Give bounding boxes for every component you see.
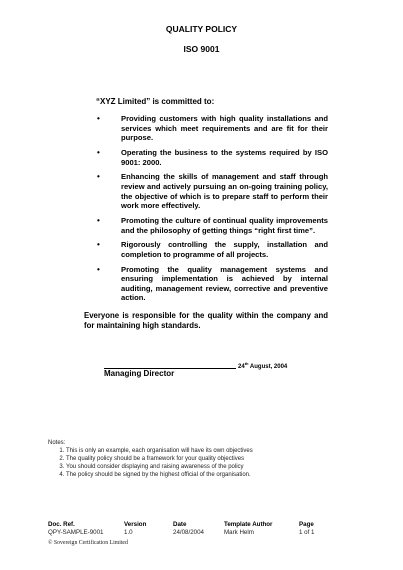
bullet-icon: •: [97, 114, 100, 123]
closing-statement: Everyone is responsible for the quality within the company and for maintaining high standards.: [84, 311, 328, 331]
bullet-icon: •: [97, 264, 100, 274]
commitment-text: Operating the business to the systems required by ISO 9001: 2000.: [121, 147, 328, 167]
author-label: Template Author: [224, 521, 273, 528]
list-item: [96, 114, 328, 143]
list-item: [96, 148, 328, 167]
date-label: Date: [173, 521, 187, 528]
list-item: [96, 172, 328, 210]
copyright-notice: © Sovereign Certification Limited: [48, 540, 128, 546]
footer-page: [299, 521, 314, 536]
document-title: QUALITY POLICY: [165, 24, 238, 34]
list-item: [96, 240, 328, 259]
list-item: 3. You should consider displaying and raising awareness of the policy: [66, 464, 253, 472]
bullet-icon: •: [97, 240, 100, 250]
commitment-text: Promoting the culture of continual quality improvements and the philosophy of getting things “right first time”.: [121, 215, 328, 235]
footer-author: [224, 521, 272, 536]
date-day: 24: [238, 364, 245, 370]
notes-label: Notes:: [48, 440, 66, 446]
date-suffix: th: [244, 361, 249, 366]
version-label: Version: [124, 521, 147, 528]
list-item: 2. The quality policy should be a framework for your quality objectives: [66, 456, 253, 464]
commitment-text: Rigorously controlling the supply, installation and completion to programme of all projects.: [121, 240, 328, 259]
notes-section: [48, 440, 253, 480]
doc-ref-value: QPY-SAMPLE-9001: [48, 529, 104, 536]
date-value: 24/08/2004: [173, 529, 204, 536]
list-item: 1. This is only an example, each organisation will have its own objectives: [66, 448, 253, 456]
list-item: [96, 265, 328, 303]
document-subtitle: ISO 9001: [183, 44, 220, 54]
bullet-icon: •: [97, 215, 100, 225]
date-rest: August, 2004: [248, 364, 288, 370]
page-value: 1 of 1: [299, 529, 315, 536]
doc-ref-label: Doc. Ref.: [48, 521, 75, 528]
footer-version: [124, 521, 146, 536]
list-item: 4. The policy should be signed by the highest official of the organisation.: [66, 472, 253, 480]
version-value: 1.0: [124, 529, 133, 536]
signatory-role: Managing Director: [104, 369, 175, 378]
commitment-text: Enhancing the skills of management and staff through review and actively pursuing an on-going training policy, the objective of which is to prepare staff to perform their work more effectively.: [121, 172, 328, 211]
intro-statement: “XYZ Limited” is committed to:: [96, 97, 215, 106]
bullet-icon: •: [97, 172, 100, 182]
signature-date: [238, 361, 287, 370]
commitment-text: Promoting the quality management systems and ensuring implementation is achieved by internal auditing, management review, corrective and preventive action.: [121, 264, 328, 303]
bullet-icon: •: [97, 147, 100, 157]
list-item: [96, 216, 328, 235]
notes-list: [48, 448, 253, 480]
commitment-text: Providing customers with high quality installations and services which meet requirements and are fit for their purpose.: [121, 114, 328, 143]
page-label: Page: [299, 521, 314, 528]
footer-doc-ref: [48, 521, 104, 536]
commitment-list: [96, 114, 328, 308]
footer-date: [173, 521, 204, 536]
author-value: Mark Helm: [224, 529, 254, 536]
